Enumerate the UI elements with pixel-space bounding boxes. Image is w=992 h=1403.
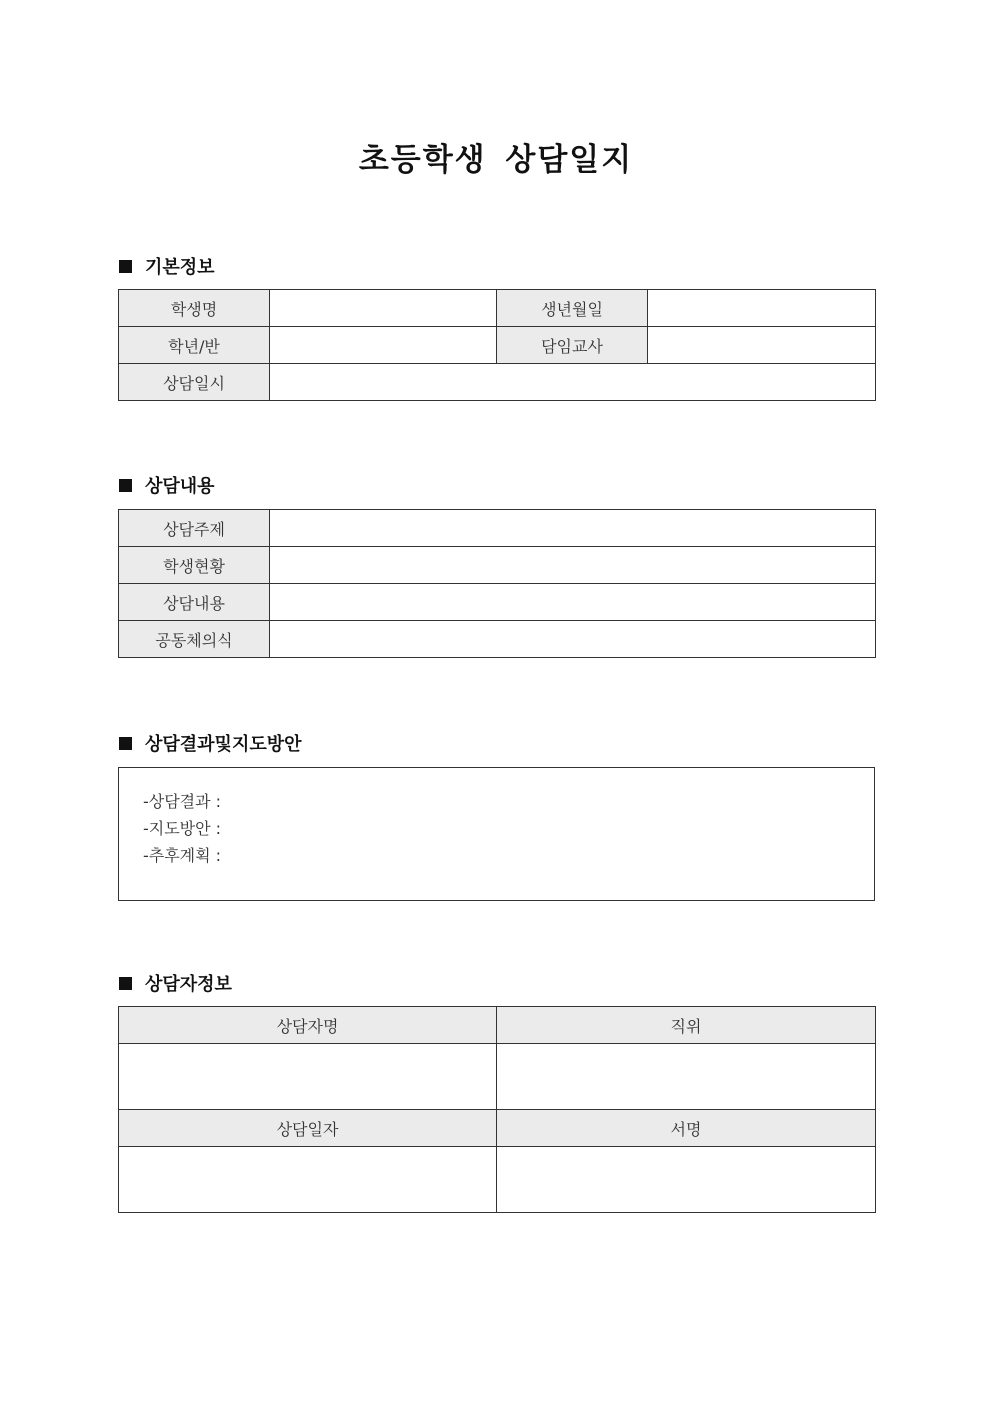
- student-status-field[interactable]: [270, 547, 876, 584]
- section-heading-label: 상담결과및지도방안: [145, 734, 302, 755]
- table-row: [119, 510, 876, 547]
- counselor-name-field[interactable]: [119, 1044, 497, 1110]
- square-bullet-icon: [119, 479, 132, 492]
- table-row: [119, 1044, 876, 1110]
- student-name-field[interactable]: [270, 290, 497, 327]
- square-bullet-icon: [119, 977, 132, 990]
- position-label: 직위: [497, 1007, 876, 1044]
- birth-date-field[interactable]: [648, 290, 876, 327]
- square-bullet-icon: [119, 737, 132, 750]
- table-row: [119, 1110, 876, 1147]
- table-row: [119, 584, 876, 621]
- square-bullet-icon: [119, 260, 132, 273]
- counsel-details-field[interactable]: [270, 584, 876, 621]
- counsel-datetime-label: 상담일시: [119, 364, 270, 401]
- section-heading-counsel-result: [119, 730, 302, 756]
- section-heading-label: 상담내용: [145, 476, 215, 497]
- community-awareness-field[interactable]: [270, 621, 876, 658]
- student-status-label: 학생현황: [119, 547, 270, 584]
- section-heading-counsel-content: [119, 472, 215, 498]
- counsel-result-textarea[interactable]: [118, 767, 875, 901]
- grade-class-field[interactable]: [270, 327, 497, 364]
- signature-label: 서명: [497, 1110, 876, 1147]
- table-row: [119, 290, 876, 327]
- section-heading-basic-info: [119, 253, 215, 279]
- section-heading-label: 기본정보: [145, 257, 215, 278]
- grade-class-label: 학년/반: [119, 327, 270, 364]
- birth-date-label: 생년월일: [497, 290, 648, 327]
- counsel-date-label: 상담일자: [119, 1110, 497, 1147]
- community-awareness-label: 공동체의식: [119, 621, 270, 658]
- counsel-topic-field[interactable]: [270, 510, 876, 547]
- counselor-name-label: 상담자명: [119, 1007, 497, 1044]
- follow-up-plan-line: -추후계획 :: [143, 846, 222, 865]
- table-row: [119, 364, 876, 401]
- table-row: [119, 327, 876, 364]
- table-row: [119, 1007, 876, 1044]
- counsel-result-line: -상담결과 :: [143, 792, 222, 811]
- table-row: [119, 547, 876, 584]
- section-heading-counselor-info: [119, 970, 232, 996]
- position-field[interactable]: [497, 1044, 876, 1110]
- counsel-topic-label: 상담주제: [119, 510, 270, 547]
- table-row: [119, 1147, 876, 1213]
- page-title: 초등학생 상담일지: [358, 142, 634, 178]
- section-heading-label: 상담자정보: [145, 974, 232, 995]
- homeroom-teacher-field[interactable]: [648, 327, 876, 364]
- signature-field[interactable]: [497, 1147, 876, 1213]
- basic-info-table: [118, 289, 876, 401]
- homeroom-teacher-label: 담임교사: [497, 327, 648, 364]
- counsel-datetime-field[interactable]: [270, 364, 876, 401]
- counsel-details-label: 상담내용: [119, 584, 270, 621]
- counsel-content-table: [118, 509, 876, 658]
- student-name-label: 학생명: [119, 290, 270, 327]
- counselor-info-table: [118, 1006, 876, 1213]
- table-row: [119, 621, 876, 658]
- counsel-date-field[interactable]: [119, 1147, 497, 1213]
- guidance-plan-line: -지도방안 :: [143, 819, 222, 838]
